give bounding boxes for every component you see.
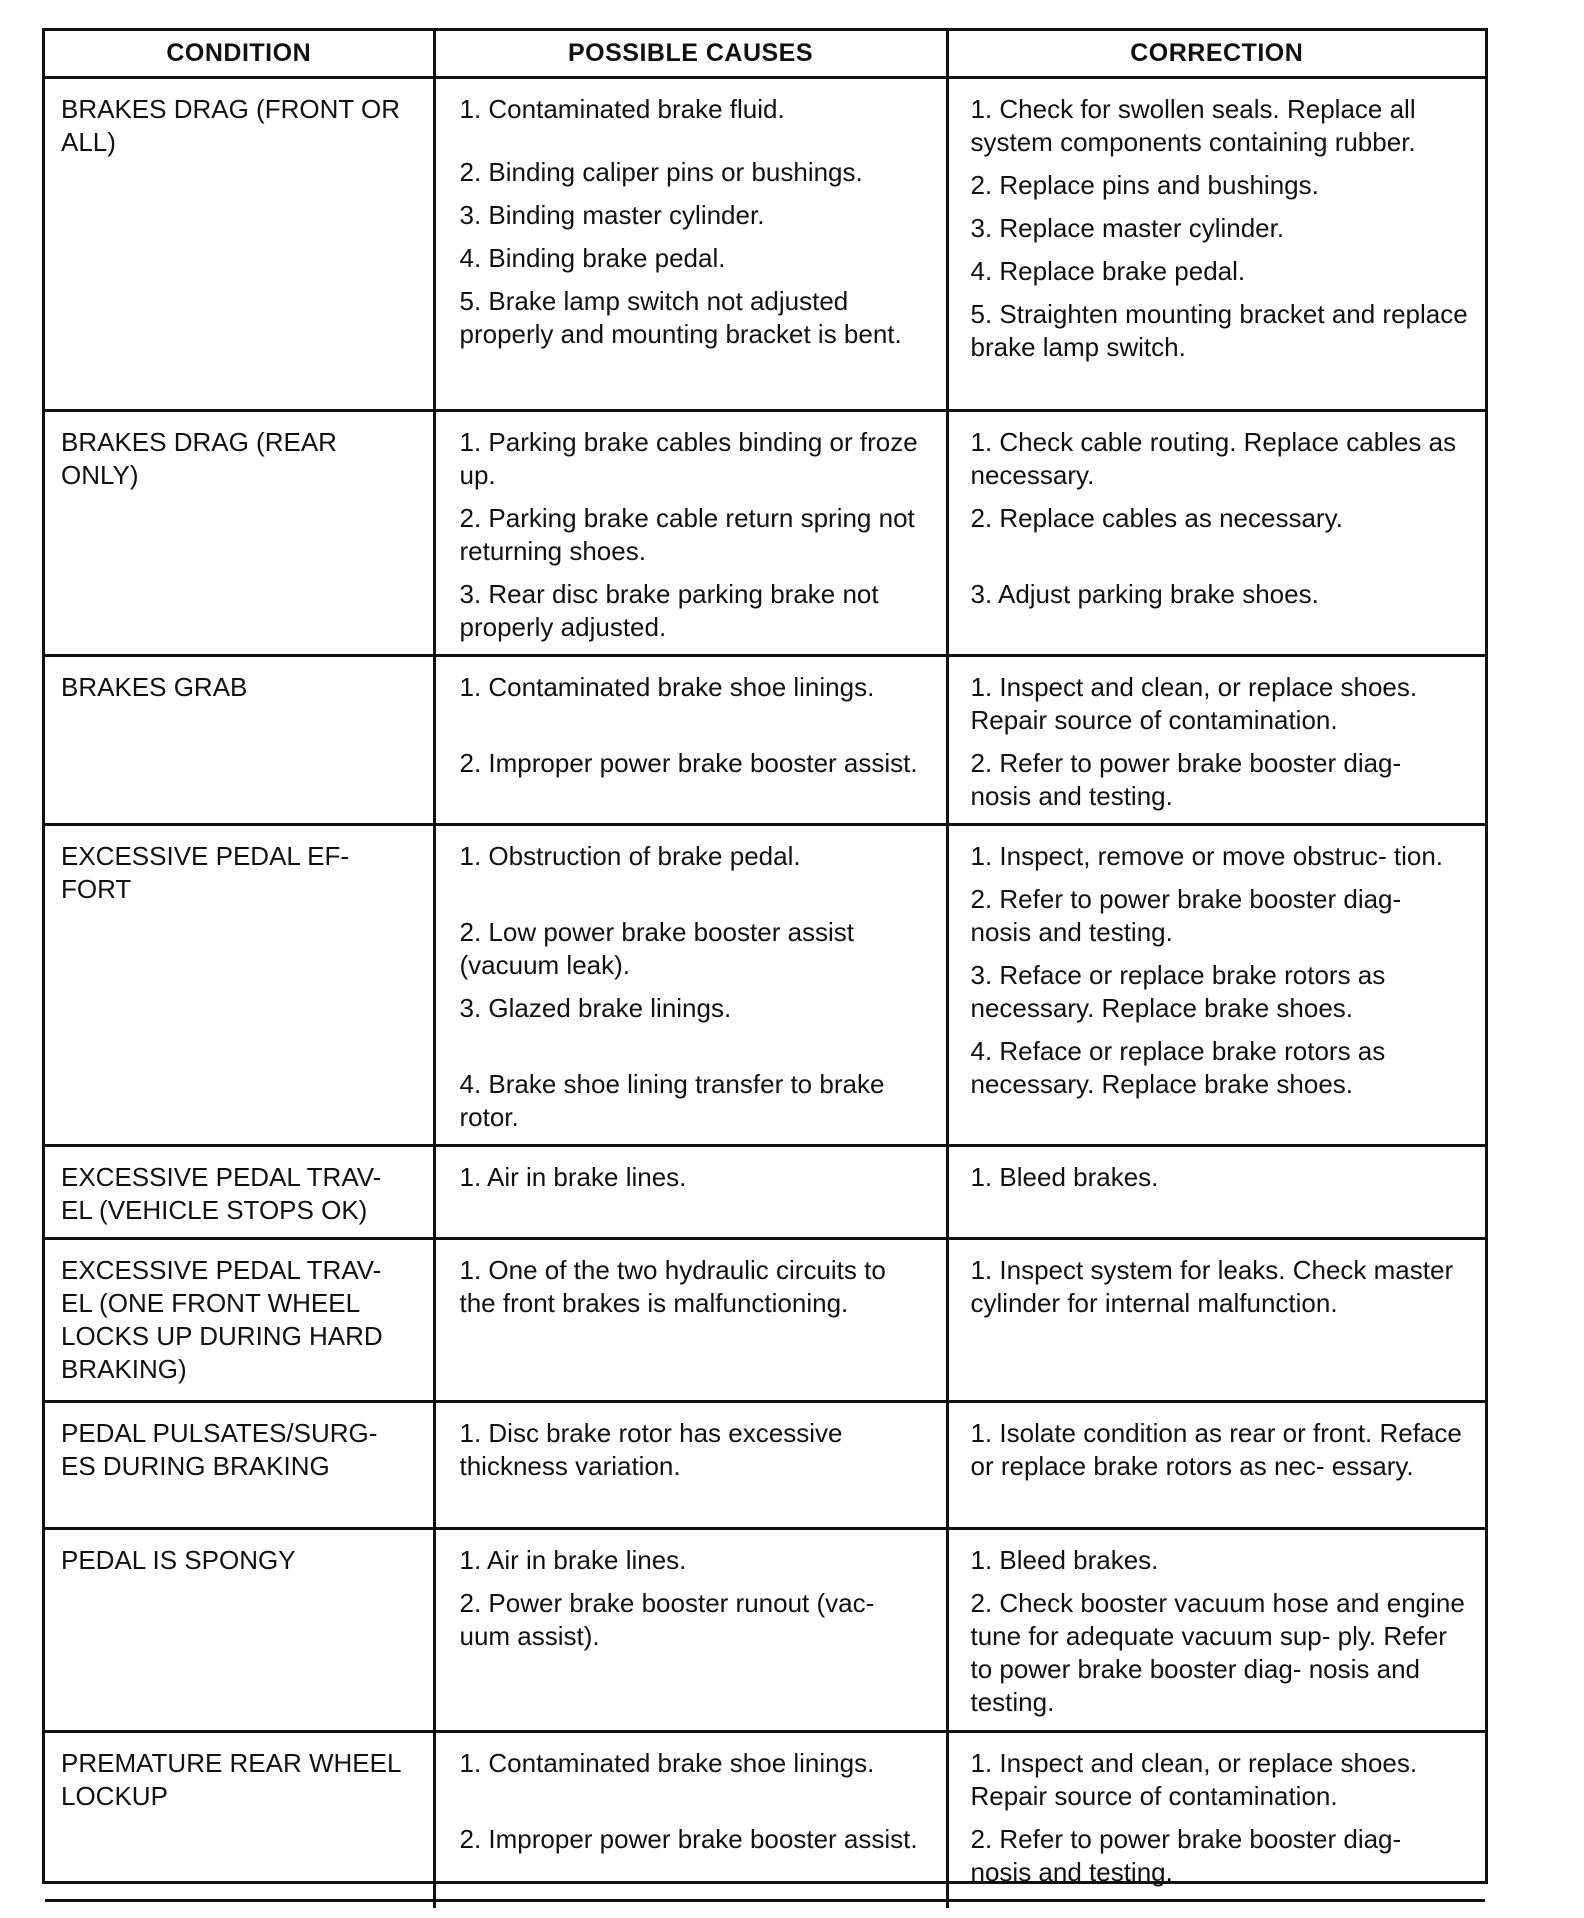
cause-item: 1. Contaminated brake shoe linings. <box>459 1748 875 1778</box>
empty-cell <box>434 1901 947 1909</box>
correction-cell <box>947 1402 1485 1529</box>
table-row <box>45 78 1485 411</box>
table-continuation-row <box>45 1901 1485 1909</box>
correction-cell <box>947 411 1485 656</box>
table-row <box>45 825 1485 1146</box>
table-row <box>45 1529 1485 1732</box>
causes-cell <box>434 411 947 656</box>
correction-item: 4. Reface or replace brake rotors as necessary. Replace brake shoes. <box>970 1036 1386 1099</box>
causes-cell <box>434 656 947 825</box>
condition-cell: PEDAL PULSATES/SURG- ES DURING BRAKING <box>45 1402 434 1529</box>
condition-cell: PEDAL IS SPONGY <box>45 1529 434 1732</box>
correction-item: 2. Check booster vacuum hose and engine tune for adequate vacuum sup- ply. Refer to power brake booster diag- nosis and testing. <box>970 1588 1465 1717</box>
correction-item: 5. Straighten mounting bracket and replace brake lamp switch. <box>970 299 1468 362</box>
cause-item: 1. Parking brake cables binding or froze up. <box>459 427 918 490</box>
table-row <box>45 1732 1485 1901</box>
condition-cell: EXCESSIVE PEDAL EF- FORT <box>45 825 434 1146</box>
correction-cell <box>947 656 1485 825</box>
condition-cell: PREMATURE REAR WHEEL LOCKUP <box>45 1732 434 1901</box>
condition-cell: EXCESSIVE PEDAL TRAV- EL (ONE FRONT WHEEL LOCKS UP DURING HARD BRAKING) <box>45 1239 434 1402</box>
correction-cell <box>947 1146 1485 1239</box>
causes-cell <box>434 1402 947 1529</box>
header-correction: CORRECTION <box>947 31 1485 78</box>
correction-item: 3. Reface or replace brake rotors as necessary. Replace brake shoes. <box>970 960 1386 1023</box>
correction-item: 3. Adjust parking brake shoes. <box>970 579 1319 609</box>
table-row <box>45 1402 1485 1529</box>
correction-item: 1. Bleed brakes. <box>970 1162 1159 1192</box>
cause-item: 4. Binding brake pedal. <box>459 243 726 273</box>
cause-item: 1. Disc brake rotor has excessive thickness variation. <box>459 1418 843 1481</box>
correction-item: 1. Inspect system for leaks. Check master cylinder for internal malfunction. <box>970 1255 1454 1318</box>
cause-item: 1. Air in brake lines. <box>459 1545 687 1575</box>
correction-item: 1. Inspect, remove or move obstruc- tion. <box>970 841 1444 871</box>
cause-item: 1. Obstruction of brake pedal. <box>459 841 801 871</box>
table-row <box>45 1239 1485 1402</box>
cause-item: 2. Improper power brake booster assist. <box>459 748 918 778</box>
correction-item: 1. Bleed brakes. <box>970 1545 1159 1575</box>
table-row <box>45 1146 1485 1239</box>
correction-cell <box>947 78 1485 411</box>
empty-cell <box>45 1901 434 1909</box>
table-header-row <box>45 31 1485 78</box>
causes-cell <box>434 825 947 1146</box>
correction-item: 2. Refer to power brake booster diag- nosis and testing. <box>970 1824 1402 1887</box>
empty-cell <box>947 1901 1485 1909</box>
cause-item: 4. Brake shoe lining transfer to brake rotor. <box>459 1069 885 1132</box>
cause-item: 1. Air in brake lines. <box>459 1162 687 1192</box>
cause-item: 5. Brake lamp switch not adjusted properly and mounting bracket is bent. <box>459 286 902 349</box>
diagnosis-table-frame <box>42 28 1488 1887</box>
causes-cell <box>434 78 947 411</box>
condition-cell: BRAKES DRAG (FRONT OR ALL) <box>45 78 434 411</box>
correction-item: 2. Refer to power brake booster diag- nosis and testing. <box>970 748 1402 811</box>
correction-cell <box>947 1732 1485 1901</box>
correction-item: 1. Isolate condition as rear or front. Reface or replace brake rotors as nec- essary. <box>970 1418 1462 1481</box>
header-condition: CONDITION <box>45 31 434 78</box>
correction-item: 3. Replace master cylinder. <box>970 213 1285 243</box>
cause-item: 1. Contaminated brake fluid. <box>459 94 785 124</box>
cause-item: 3. Binding master cylinder. <box>459 200 765 230</box>
cause-item: 2. Power brake booster runout (vac- uum assist). <box>459 1588 875 1651</box>
correction-item: 1. Inspect and clean, or replace shoes. Repair source of contamination. <box>970 1748 1418 1811</box>
correction-item: 2. Refer to power brake booster diag- nosis and testing. <box>970 884 1402 947</box>
condition-cell: BRAKES DRAG (REAR ONLY) <box>45 411 434 656</box>
cause-item: 2. Improper power brake booster assist. <box>459 1824 918 1854</box>
correction-item: 1. Check cable routing. Replace cables as necessary. <box>970 427 1457 490</box>
header-possible-causes: POSSIBLE CAUSES <box>434 31 947 78</box>
causes-cell <box>434 1529 947 1732</box>
causes-cell <box>434 1146 947 1239</box>
cause-item: 2. Low power brake booster assist (vacuum leak). <box>459 917 855 980</box>
cause-item: 2. Parking brake cable return spring not returning shoes. <box>459 503 915 566</box>
cause-item: 1. One of the two hydraulic circuits to the front brakes is malfunctioning. <box>459 1255 886 1318</box>
condition-cell: EXCESSIVE PEDAL TRAV- EL (VEHICLE STOPS OK) <box>45 1146 434 1239</box>
cause-item: 3. Rear disc brake parking brake not properly adjusted. <box>459 579 879 642</box>
correction-item: 1. Inspect and clean, or replace shoes. Repair source of contamination. <box>970 672 1418 735</box>
correction-cell <box>947 1239 1485 1402</box>
correction-item: 1. Check for swollen seals. Replace all system components containing rubber. <box>970 94 1416 157</box>
brake-diagnosis-table <box>45 31 1485 1908</box>
correction-cell <box>947 825 1485 1146</box>
condition-cell: BRAKES GRAB <box>45 656 434 825</box>
cause-item: 3. Glazed brake linings. <box>459 993 732 1023</box>
correction-item: 2. Replace pins and bushings. <box>970 170 1319 200</box>
causes-cell <box>434 1239 947 1402</box>
cause-item: 1. Contaminated brake shoe linings. <box>459 672 875 702</box>
causes-cell <box>434 1732 947 1901</box>
table-row <box>45 411 1485 656</box>
table-row <box>45 656 1485 825</box>
correction-item: 4. Replace brake pedal. <box>970 256 1246 286</box>
correction-item: 2. Replace cables as necessary. <box>970 503 1343 533</box>
correction-cell <box>947 1529 1485 1732</box>
cause-item: 2. Binding caliper pins or bushings. <box>459 157 863 187</box>
